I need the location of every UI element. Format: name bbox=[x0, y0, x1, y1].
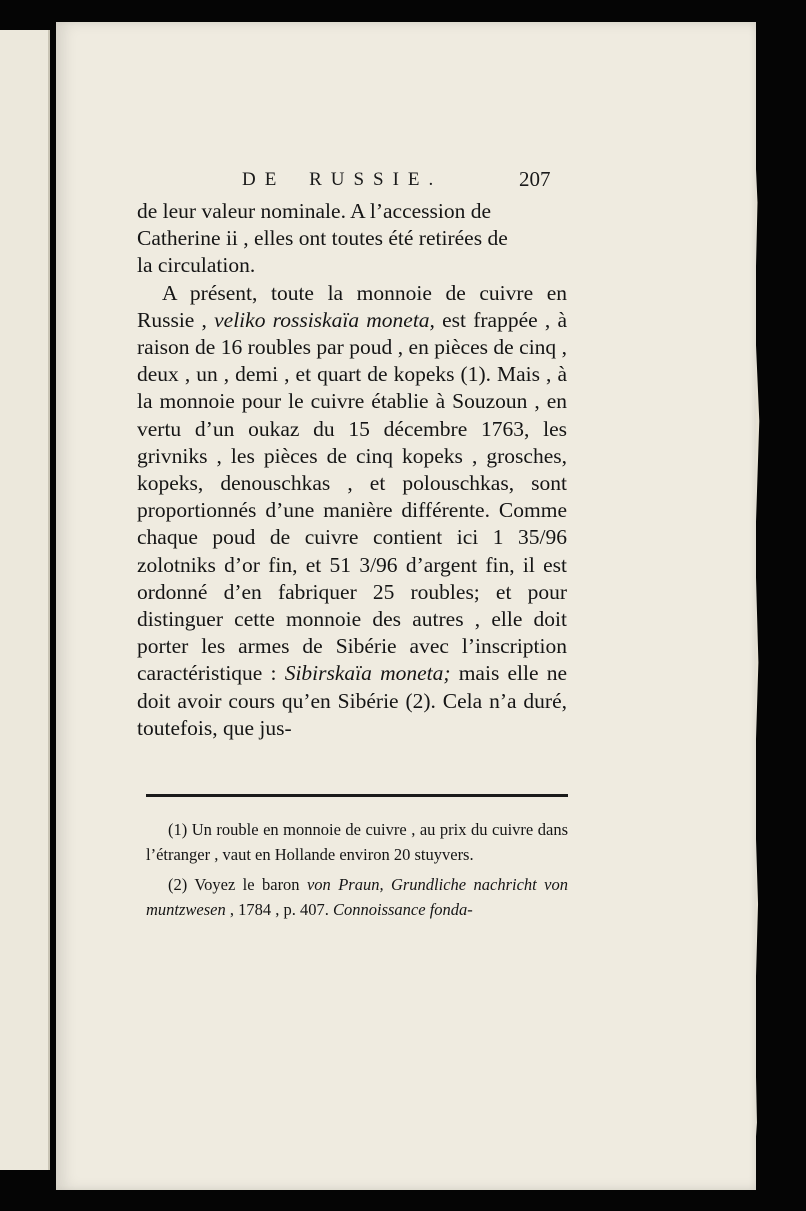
text-line: Catherine ii , elles ont toutes été retirées de bbox=[137, 226, 508, 251]
text-run: mais elle ne doit avoir cours qu’en Sibérie (2). Cela n’a duré, toutefois, que jus- bbox=[137, 661, 568, 740]
running-head bbox=[56, 167, 756, 197]
footnote-rule bbox=[146, 794, 568, 797]
paragraph-continued bbox=[137, 198, 567, 280]
italic-run: veliko rossiskaïa moneta, bbox=[214, 307, 435, 332]
text-run: est frappée , à raison de 16 roubles par poud , en pièces de cinq , deux , un , demi , et quart de kopeks (1). Mais , à la monnoie pour le cuivre établie à Souzoun , en vertu d’un oukaz du 15 décembre 1763, les grivniks , les pièces de cinq kopeks , grosches, kopeks, denouschkas , et polouschkas, sont proportionnés d’une manière différente. Comme chaque poud de cuivre contient ici 1 35/96 zolotniks d’or fin, et 51 3/96 d’argent fin, il est ordonné d’en fabriquer 25 roubles; et pour distinguer cette monnoie des autres , elle doit porter les armes de Sibérie avec l’inscription caractéristique : bbox=[137, 307, 567, 686]
text-line: la circulation. bbox=[137, 253, 256, 278]
text-run: A présent, toute la monnoie de cuivre en Russie , bbox=[137, 280, 567, 332]
footnotes bbox=[146, 817, 568, 927]
italic-run: Connoissance fonda- bbox=[333, 900, 473, 919]
footnote-1: (1) Un rouble en monnoie de cuivre , au prix du cuivre dans l’étranger , vaut en Hollande environ 20 stuyvers. bbox=[146, 820, 568, 864]
italic-run: von Praun, Grundliche nachricht von muntzwesen bbox=[146, 875, 568, 919]
running-head-title: DE RUSSIE. bbox=[242, 169, 443, 190]
text-line: de leur valeur nominale. A l’accession de bbox=[137, 199, 492, 223]
footnote-2 bbox=[146, 872, 568, 922]
text-run: (2) Voyez le baron bbox=[168, 875, 307, 894]
italic-run: Sibirskaïa moneta; bbox=[284, 661, 451, 686]
facing-page-edge bbox=[0, 30, 50, 1170]
paragraph bbox=[137, 280, 567, 742]
page-number: 207 bbox=[519, 167, 551, 191]
book-page bbox=[56, 22, 756, 1190]
text-run: , 1784 , p. 407. bbox=[225, 900, 333, 919]
body-text bbox=[137, 198, 567, 742]
